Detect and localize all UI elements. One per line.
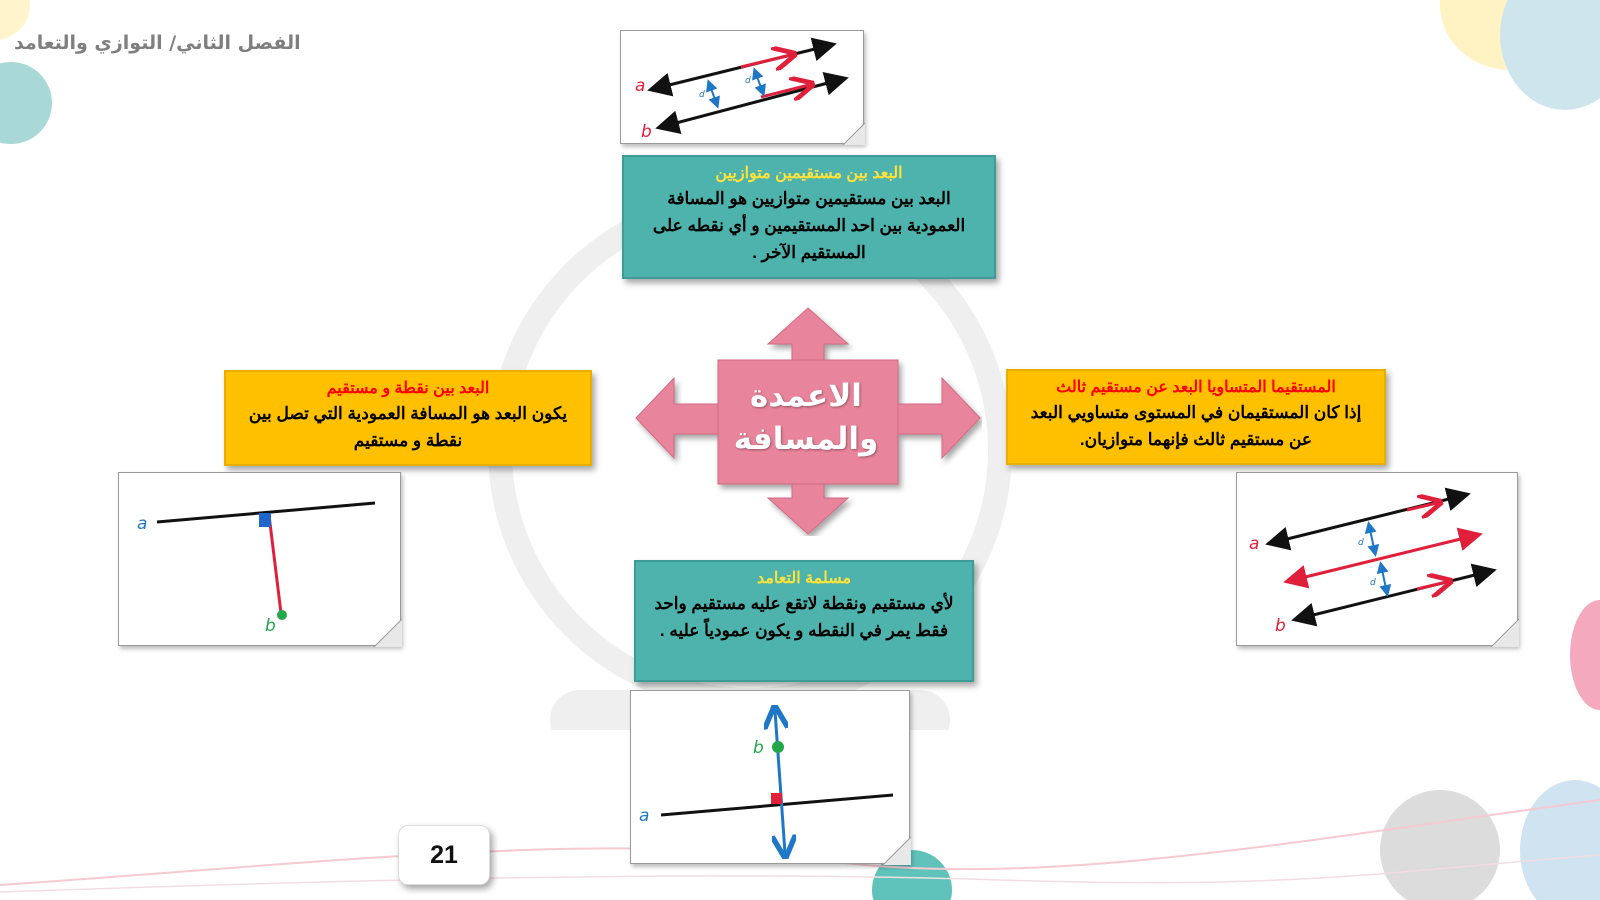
figure-equidistant-lines [1236, 472, 1518, 646]
decor-blob-teal-topright [1500, 0, 1600, 110]
label-a: a [635, 76, 646, 96]
figure-perpendicular-postulate [630, 690, 910, 864]
label-b: b [753, 738, 764, 758]
center-title-line1: الاعمدة [750, 378, 862, 414]
box-bottom-title: مسلمة التعامد [756, 570, 852, 587]
center-topic-title [716, 375, 896, 461]
box-distance-between-parallel-lines [622, 155, 996, 279]
label-b: b [641, 122, 652, 142]
box-equidistant-lines [1006, 369, 1386, 465]
label-b: b [1275, 616, 1286, 636]
decor-blob-teal-topleft [0, 62, 52, 144]
label-d-2: d [1370, 578, 1376, 588]
figure-parallel-lines [620, 30, 864, 144]
box-right-title: المستقيما المتساويا البعد عن مستقيم ثالث [1056, 379, 1336, 396]
box-left-body: يكون البعد هو المسافة العمودية التي تصل بين نقطة و مستقيم [248, 404, 568, 450]
label-a: a [639, 806, 650, 826]
center-title-line2: والمسافة [733, 421, 879, 457]
box-distance-point-to-line [224, 370, 592, 466]
box-bottom-body: لأي مستقيم ونقطة لاتقع عليه مستقيم واحد فقط يمر في النقطه و يكون عمودياً عليه . [654, 594, 954, 640]
box-right-body: إذا كان المستقيمان في المستوى متساويي البعد عن مستقيم ثالث فإنهما متوازيان. [1030, 403, 1362, 449]
label-a: a [137, 514, 148, 534]
box-left-title: البعد بين نقطة و مستقيم [326, 380, 490, 397]
figure-point-to-line [118, 472, 401, 646]
box-perpendicular-postulate [634, 560, 974, 682]
box-top-body: البعد بين مستقيمين متوازيين هو المسافة العمودية بين احد المستقيمين و أي نقطه على المستقيم الآخر . [652, 189, 966, 262]
box-top-title: البعد بين مستقيمين متوازيين [715, 165, 903, 182]
label-a: a [1249, 534, 1260, 554]
label-d-1: d [699, 90, 705, 100]
page-number: 21 [398, 825, 490, 885]
decor-blob-pink-right [1570, 600, 1600, 710]
label-b: b [265, 616, 276, 636]
chapter-title: الفصل الثاني/ التوازي والتعامد [14, 32, 301, 54]
label-d-2: d [745, 76, 751, 86]
label-d-1: d [1358, 538, 1364, 548]
